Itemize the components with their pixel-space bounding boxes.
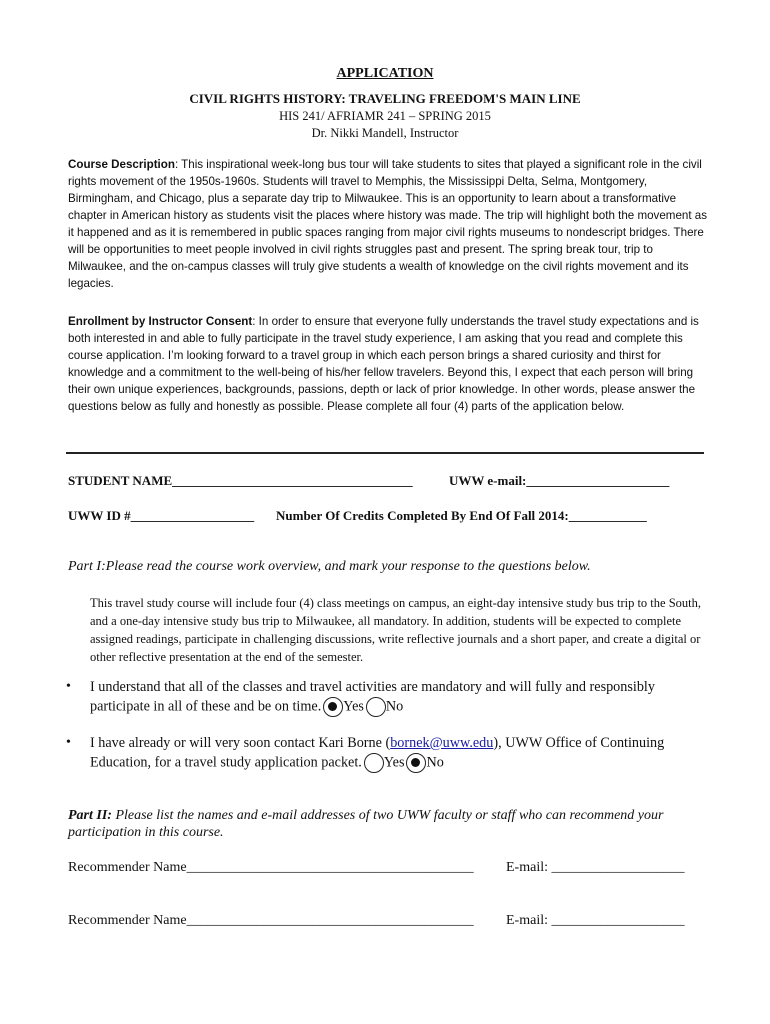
question-mandatory-participation bbox=[90, 678, 710, 717]
q2-no-label: No bbox=[426, 754, 444, 771]
q1-yes-radio[interactable] bbox=[323, 697, 343, 717]
course-description-text: : This inspirational week-long bus tour will take students to sites that played a significant role in the civil rights movement of the 1950s-1960s. Students will travel to Memphis, the Mississippi Delta, Selma, Montgomery, Birmingham, and Chicago, plus a separate day trip to Milwaukee. This is an opportunity to learn about a transformative chapter in American history as students visit the places where history was made. The trip will highlight both the movement as it happened and as it is remembered in public spaces ranging from major civil rights museums to nondescript bridges. There will be opportunities to meet people involved in civil rights struggles past and present. The spring break tour, trip to Milwaukee, and the on-campus classes will truly give students a wealth of knowledge on the civil rights movement and its legacies. bbox=[68, 158, 708, 290]
course-description-label: Course Description bbox=[68, 158, 175, 171]
enrollment-label: Enrollment by Instructor Consent bbox=[68, 315, 253, 328]
question-2-text-end: ), UWW Office of Continuing Education, for a travel study application packet. bbox=[90, 735, 665, 771]
section-divider bbox=[66, 452, 704, 454]
q1-no-radio[interactable] bbox=[366, 697, 386, 717]
question-1-text: I understand that all of the classes and travel activities are mandatory and will fully and responsibly participate in all of these and be on time. bbox=[90, 679, 655, 715]
q2-yes-label: Yes bbox=[383, 754, 405, 771]
part1-instruction: :Please read the course work overview, and mark your response to the questions below. bbox=[101, 559, 591, 574]
q1-yes-label: Yes bbox=[343, 698, 364, 715]
part1-label: Part I bbox=[68, 559, 102, 574]
student-name-field[interactable]: STUDENT NAME_____________________________________ bbox=[68, 473, 413, 488]
enrollment-consent bbox=[68, 313, 708, 415]
part1-heading bbox=[68, 558, 718, 575]
part2-heading bbox=[68, 807, 698, 841]
question-contact-office bbox=[90, 734, 710, 773]
recommender-1-email-field[interactable]: E-mail: ___________________ bbox=[506, 860, 685, 875]
course-code: HIS 241/ AFRIAMR 241 – SPRING 2015 bbox=[279, 109, 491, 123]
question-2-text-start: I have already or will very soon contact Kari Borne ( bbox=[90, 735, 391, 751]
part2-label: Part II: bbox=[68, 808, 112, 823]
bullet-2: • bbox=[66, 735, 71, 750]
instructor-name: Dr. Nikki Mandell, Instructor bbox=[311, 126, 459, 140]
application-title: APPLICATION bbox=[336, 66, 434, 81]
course-subtitle: CIVIL RIGHTS HISTORY: TRAVELING FREEDOM'S MAIN LINE bbox=[189, 91, 581, 106]
bullet-1: • bbox=[66, 679, 71, 694]
course-work-overview: This travel study course will include four (4) class meetings on campus, an eight-day intensive study bus trip to the South, and a one-day intensive study bus trip to Milwaukee, all mandatory. In addition, students will be expected to complete assigned readings, participate in challenging discussions, write reflective journals and a short paper, and create a digital or other reflective presentation at the end of the semester. bbox=[90, 596, 701, 664]
q2-yes-radio[interactable] bbox=[364, 753, 384, 773]
recommender-1-name-field[interactable]: Recommender Name_________________________________________ bbox=[68, 860, 474, 875]
credits-field[interactable]: Number Of Credits Completed By End Of Fall 2014:____________ bbox=[276, 508, 647, 523]
uww-id-field[interactable]: UWW ID #___________________ bbox=[68, 508, 255, 523]
enrollment-text: : In order to ensure that everyone fully understands the travel study expectations and is both interested in and able to fully participate in the travel study experience, I am asking that you read and complete this course application. I’m looking forward to a travel group in which each person brings a shared curiosity and thirst for knowledge and a commitment to the well-being of his/her fellow travelers. Beyond this, I expect that each person will bring their own unique experiences, backgrounds, passions, depth or lack of prior knowledge. In other words, please answer the questions below as fully and honestly as possible. Please complete all four (4) parts of the application below. bbox=[68, 315, 699, 413]
q1-no-label: No bbox=[385, 698, 404, 715]
uww-email-field[interactable]: UWW e-mail:______________________ bbox=[449, 473, 670, 488]
q2-no-radio[interactable] bbox=[406, 753, 426, 773]
recommender-2-name-field[interactable]: Recommender Name_________________________________________ bbox=[68, 913, 474, 928]
email-link[interactable]: bornek@uww.edu bbox=[390, 735, 494, 751]
part2-instruction: Please list the names and e-mail addresses of two UWW faculty or staff who can recommend your participation in this course. bbox=[68, 808, 664, 840]
course-description bbox=[68, 156, 708, 292]
recommender-2-email-field[interactable]: E-mail: ___________________ bbox=[506, 913, 685, 928]
